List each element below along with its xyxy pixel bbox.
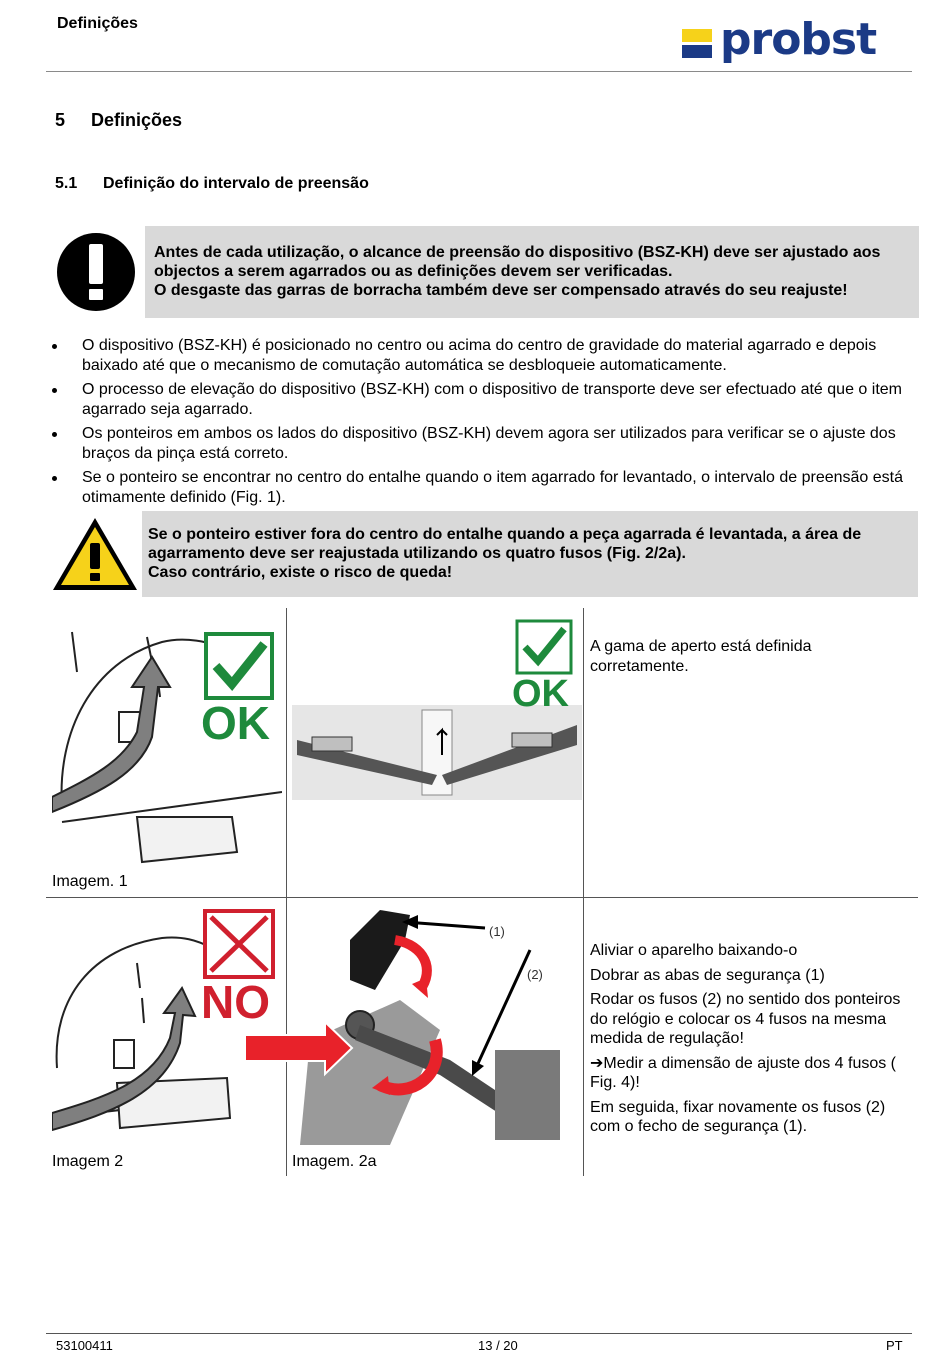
step-text: Rodar os fusos (2) no sentido dos ponteiros do relógio e colocar os 4 fusos na mesma medida de regulação! (590, 991, 901, 1047)
bullet-list (50, 336, 912, 512)
table-divider (286, 608, 287, 897)
list-item-text: O processo de elevação do dispositivo (BSZ-KH) com o dispositivo de transporte deve ser efectuado até que o item agarrado seja agarrado. (82, 381, 902, 418)
probst-logo (682, 14, 904, 68)
logo-yellow-bar (682, 29, 712, 42)
adjustment-steps (590, 941, 915, 1142)
page-header-title: Definições (57, 15, 138, 32)
ok-label: OK (512, 673, 569, 715)
checkmark-icon (515, 619, 573, 675)
logo-blue-bar (682, 45, 712, 58)
section-number: 5 (55, 110, 66, 130)
mandatory-exclamation-icon (56, 232, 136, 312)
header-divider (46, 71, 912, 72)
device-photo-ok (292, 705, 582, 800)
callout-label-1: (1) (489, 924, 505, 939)
list-item-text: Os ponteiros em ambos os lados do dispositivo (BSZ-KH) devem agora ser utilizados para verificar se o ajuste dos braços da pinça está correto. (82, 425, 896, 462)
warning-triangle-icon (50, 515, 140, 593)
step-text: Aliviar o aparelho baixando-o (590, 942, 798, 959)
list-item-text: O dispositivo (BSZ-KH) é posicionado no centro ou acima do centro de gravidade do material agarrado e depois baixado até que o mecanismo de comutação automática se desbloqueie automaticamente. (82, 337, 877, 374)
section-title: Definições (91, 110, 183, 130)
bullet-dot (52, 476, 57, 481)
notice-box (145, 226, 919, 318)
no-label: NO (201, 976, 270, 1028)
bullet-dot (52, 344, 57, 349)
checkmark-icon (204, 632, 274, 700)
figure-caption: Imagem. 2a (292, 1153, 377, 1170)
list-item (50, 336, 912, 375)
warning-line: Caso contrário, existe o risco de queda! (148, 564, 453, 581)
warning-box (142, 511, 918, 597)
list-item (50, 380, 912, 419)
callout-label-2: (2) (527, 967, 543, 982)
step-text: ➔Medir a dimensão de ajuste dos 4 fusos ( Fig. 4)! (590, 1054, 897, 1091)
list-item (50, 424, 912, 463)
figure-description: A gama de aperto está definida corretamente. (590, 638, 812, 675)
step-text: Em seguida, fixar novamente os fusos (2) com o fecho de segurança (1). (590, 1098, 886, 1135)
notice-line: O desgaste das garras de borracha também deve ser compensado através do seu reajuste! (154, 282, 848, 299)
table-divider (583, 897, 584, 1176)
spindle-adjustment-photo (240, 900, 565, 1150)
list-item (50, 468, 912, 507)
warning-line: Se o ponteiro estiver fora do centro do entalhe quando a peça agarrada é levantada, a área de agarramento deve ser reajustada utilizando os quatro fusos (Fig. 2/2a). (148, 526, 862, 562)
figure-caption: Imagem. 1 (52, 873, 128, 890)
subsection-heading (55, 175, 369, 193)
table-divider (583, 608, 584, 897)
footer-doc-number: 53100411 (56, 1338, 113, 1353)
subsection-title: Definição do intervalo de preensão (103, 175, 369, 192)
logo-wordmark: probst (720, 14, 877, 65)
list-item-text: Se o ponteiro se encontrar no centro do entalhe quando o item agarrado for levantado, o intervalo de preensão está otimamente definido (Fig. 1). (82, 469, 903, 506)
figure-caption: Imagem 2 (52, 1153, 124, 1170)
notice-line: Antes de cada utilização, o alcance de preensão do dispositivo (BSZ-KH) deve ser ajustado aos objectos a serem agarrados ou as definições devem ser verificadas. (154, 244, 881, 280)
section-heading (55, 110, 182, 131)
footer-page-number: 13 / 20 (478, 1338, 518, 1353)
ok-label: OK (201, 697, 270, 749)
bullet-dot (52, 432, 57, 437)
footer-language: PT (886, 1338, 903, 1353)
subsection-number: 5.1 (55, 175, 78, 192)
footer-divider (46, 1333, 912, 1334)
table-divider (46, 897, 918, 898)
bullet-dot (52, 388, 57, 393)
step-text: Dobrar as abas de segurança (1) (590, 966, 825, 984)
